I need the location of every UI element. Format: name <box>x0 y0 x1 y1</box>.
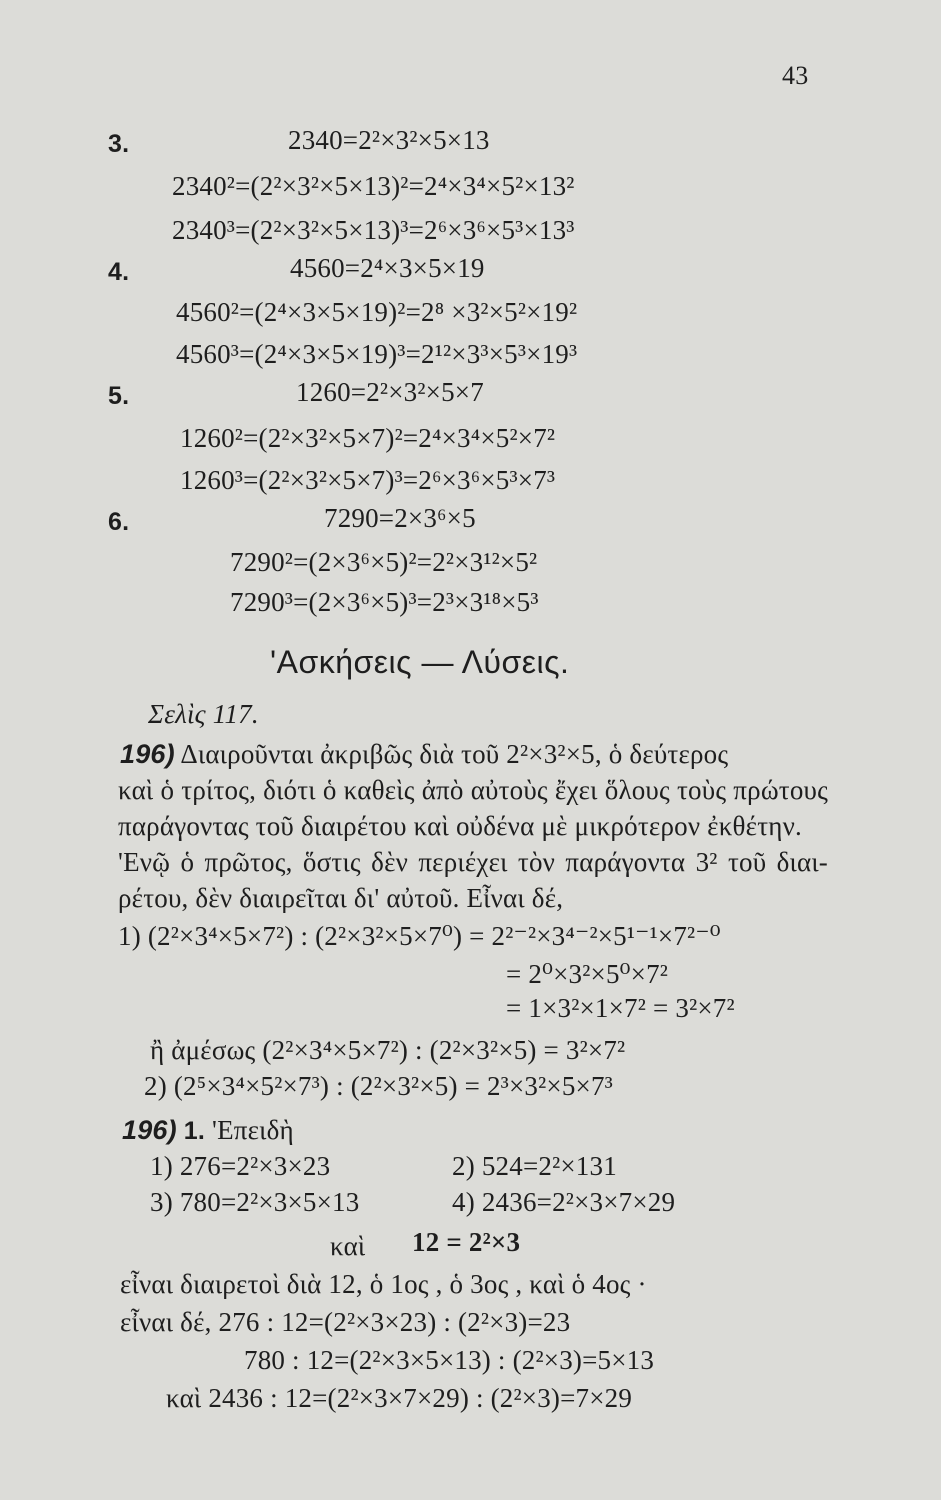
equation-line: 2340³=(2²×3²×5×13)³=2⁶×3⁶×5³×13³ <box>172 215 575 245</box>
equation-line: 7290=2×3⁶×5 <box>324 503 476 533</box>
item-label: 5. <box>108 382 130 410</box>
equation-line: = 2⁰×3²×5⁰×7² <box>506 959 669 989</box>
equation-line: 4560=2⁴×3×5×19 <box>290 253 485 283</box>
factorization: 4) 2436=2²×3×7×29 <box>452 1187 676 1217</box>
paragraph-line: 'Ενῷ ὁ πρῶτος, ὅστις δὲν περιέχει τὸν παράγοντα 3² τοῦ διαι- <box>118 847 828 877</box>
paragraph-text: καὶ <box>330 1231 366 1261</box>
equation-line: εἶναι δέ, 276 : 12=(2²×3×23) : (2²×3)=23 <box>120 1307 571 1337</box>
factorization: 2) 524=2²×131 <box>452 1151 617 1181</box>
sub-number: 1. <box>183 1117 206 1145</box>
equation-line: 1260²=(2²×3²×5×7)²=2⁴×3⁴×5²×7² <box>180 423 556 453</box>
paragraph-text: Διαιροῦνται ἀκριβῶς διὰ τοῦ 2²×3²×5, ὁ δεύτερος <box>180 739 729 769</box>
factorization: 1) 276=2²×3×23 <box>150 1151 331 1181</box>
page-reference: Σελὶς 117. <box>148 699 259 729</box>
item-label: 4. <box>108 258 130 286</box>
equation-line: 2340²=(2²×3²×5×13)²=2⁴×3⁴×5²×13² <box>172 171 575 201</box>
section-heading: 'Ασκήσεις — Λύσεις. <box>270 644 570 680</box>
equation-line: 2) (2⁵×3⁴×5²×7³) : (2²×3²×5) = 2³×3²×5×7³ <box>144 1071 613 1101</box>
equation-line: 1260³=(2²×3²×5×7)³=2⁶×3⁶×5³×7³ <box>180 465 556 495</box>
equation-line: 7290²=(2×3⁶×5)²=2²×3¹²×5² <box>230 547 538 577</box>
paragraph-line: καὶ ὁ τρίτος, διότι ὁ καθεὶς ἀπὸ αὐτοὺς ἔχει ὅλους τοὺς πρώτους <box>118 775 828 805</box>
equation-line: 4560²=(2⁴×3×5×19)²=2⁸ ×3²×5²×19² <box>176 297 578 327</box>
equation-line: 4560³=(2⁴×3×5×19)³=2¹²×3³×5³×19³ <box>176 339 578 369</box>
paragraph-line <box>122 1114 294 1147</box>
exercise-label: 196) <box>120 739 175 769</box>
equation-line: καὶ 2436 : 12=(2²×3×7×29) : (2²×3)=7×29 <box>166 1383 633 1413</box>
factorization: 3) 780=2²×3×5×13 <box>150 1187 360 1217</box>
equation-line: ἢ ἀμέσως (2²×3⁴×5×7²) : (2²×3²×5) = 3²×7² <box>150 1035 626 1065</box>
paragraph-line: εἶναι διαιρετοὶ διὰ 12, ὁ 1ος , ὁ 3ος , καὶ ὁ 4ος · <box>120 1269 647 1299</box>
paragraph-line: παράγοντας τοῦ διαιρέτου καὶ οὐδένα μὲ μικρότερον ἐκθέτην. <box>118 811 802 841</box>
equation-line: = 1×3²×1×7² = 3²×7² <box>506 993 735 1023</box>
equation-line: 1260=2²×3²×5×7 <box>296 377 484 407</box>
paragraph-line <box>120 738 828 770</box>
exercise-label: 196) <box>122 1115 177 1145</box>
page-number: 43 <box>782 61 809 90</box>
equation-line: 780 : 12=(2²×3×5×13) : (2²×3)=5×13 <box>244 1345 655 1375</box>
equation-line: 7290³=(2×3⁶×5)³=2³×3¹⁸×5³ <box>230 587 539 617</box>
paragraph-text: 'Επειδὴ <box>212 1115 294 1145</box>
item-label: 3. <box>108 130 130 158</box>
equation-line: 2340=2²×3²×5×13 <box>288 125 490 155</box>
item-label: 6. <box>108 508 130 536</box>
equation-line: 1) (2²×3⁴×5×7²) : (2²×3²×5×7⁰) = 2²⁻²×3⁴⁻²×5¹⁻¹×7²⁻⁰ <box>118 921 721 951</box>
equation-line: 12 = 2²×3 <box>412 1227 521 1257</box>
paragraph-line: ρέτου, δὲν διαιρεῖται δι' αὐτοῦ. Εἶναι δέ, <box>118 883 564 913</box>
